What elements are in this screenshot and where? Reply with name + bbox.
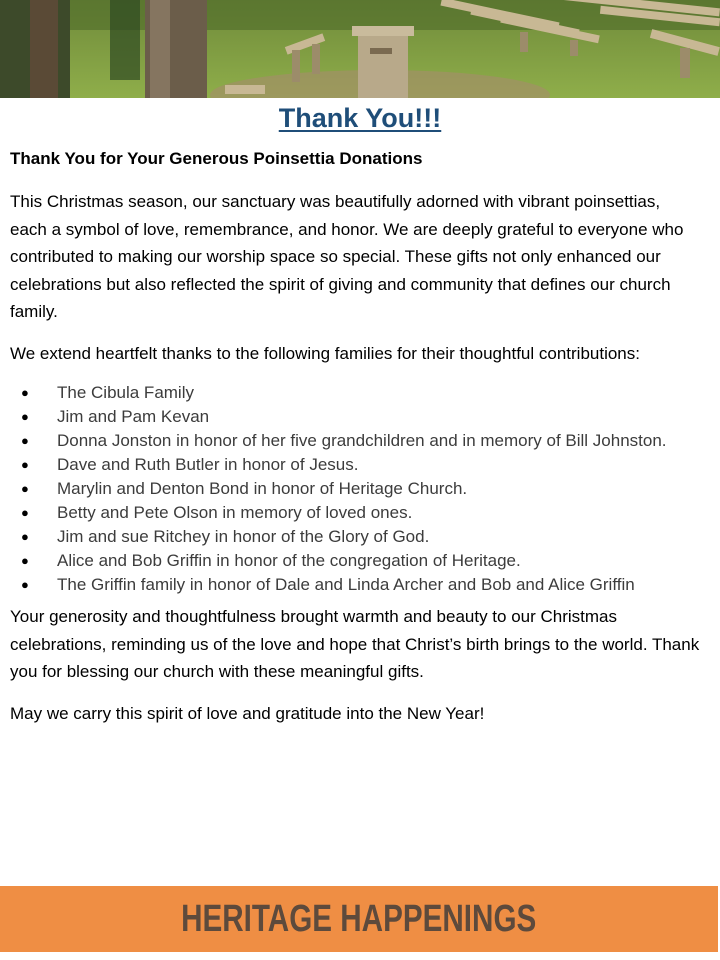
donor-text: Dave and Ruth Butler in honor of Jesus. — [57, 455, 359, 474]
list-item — [10, 405, 700, 429]
list-item — [10, 477, 700, 501]
donor-text: The Griffin family in honor of Dale and Linda Archer and Bob and Alice Griffin — [57, 575, 635, 594]
article-subheading: Thank You for Your Generous Poinsettia Donations — [10, 149, 423, 168]
thanks-lead-paragraph: We extend heartfelt thanks to the following families for their thoughtful contributions: — [10, 343, 640, 363]
article-body — [10, 148, 700, 741]
bullet-icon: ● — [21, 385, 29, 400]
bullet-icon: ● — [21, 529, 29, 544]
farewell-paragraph: May we carry this spirit of love and gratitude into the New Year! — [10, 703, 485, 723]
bullet-icon: ● — [21, 577, 29, 592]
bullet-icon: ● — [21, 409, 29, 424]
list-item — [10, 501, 700, 525]
donor-text: Donna Jonston in honor of her five grandchildren and in memory of Bill Johnston. — [57, 431, 667, 450]
donor-text: Marylin and Denton Bond in honor of Heritage Church. — [57, 479, 468, 498]
donor-text: Jim and Pam Kevan — [57, 407, 210, 426]
footer-banner — [0, 886, 718, 952]
bullet-icon: ● — [21, 505, 29, 520]
bullet-icon: ● — [21, 457, 29, 472]
bullet-icon: ● — [21, 433, 29, 448]
list-item — [10, 381, 700, 405]
list-item — [10, 549, 700, 573]
bullet-icon: ● — [21, 553, 29, 568]
header-photo — [0, 0, 720, 98]
closing-paragraph: Your generosity and thoughtfulness brought warmth and beauty to our Christmas celebrations, reminding us of the love and hope that Christ’s birth brings to the world. Thank you for blessing our church with these meaningful gifts. — [10, 607, 700, 681]
donor-list — [10, 381, 700, 597]
donor-text: Jim and sue Ritchey in honor of the Glory of God. — [57, 527, 430, 546]
donor-text: Betty and Pete Olson in memory of loved ones. — [57, 503, 413, 522]
list-item — [10, 453, 700, 477]
bullet-icon: ● — [21, 481, 29, 496]
list-item — [10, 429, 700, 453]
page-title: Thank You!!! — [278, 103, 442, 133]
outdoor-chapel-benches-photo — [0, 0, 720, 98]
donor-text: The Cibula Family — [57, 383, 194, 402]
donor-text: Alice and Bob Griffin in honor of the congregation of Heritage. — [57, 551, 521, 570]
footer-title: HERITAGE HAPPENINGS — [181, 898, 537, 940]
intro-paragraph: This Christmas season, our sanctuary was beautifully adorned with vibrant poinsettias, each a symbol of love, remembrance, and honor. We are deeply grateful to everyone who contributed to making our worship space so special. These gifts not only enhanced our celebrations but also reflected the spirit of giving and community that defines our church family. — [10, 192, 684, 321]
list-item — [10, 573, 700, 597]
list-item — [10, 525, 700, 549]
